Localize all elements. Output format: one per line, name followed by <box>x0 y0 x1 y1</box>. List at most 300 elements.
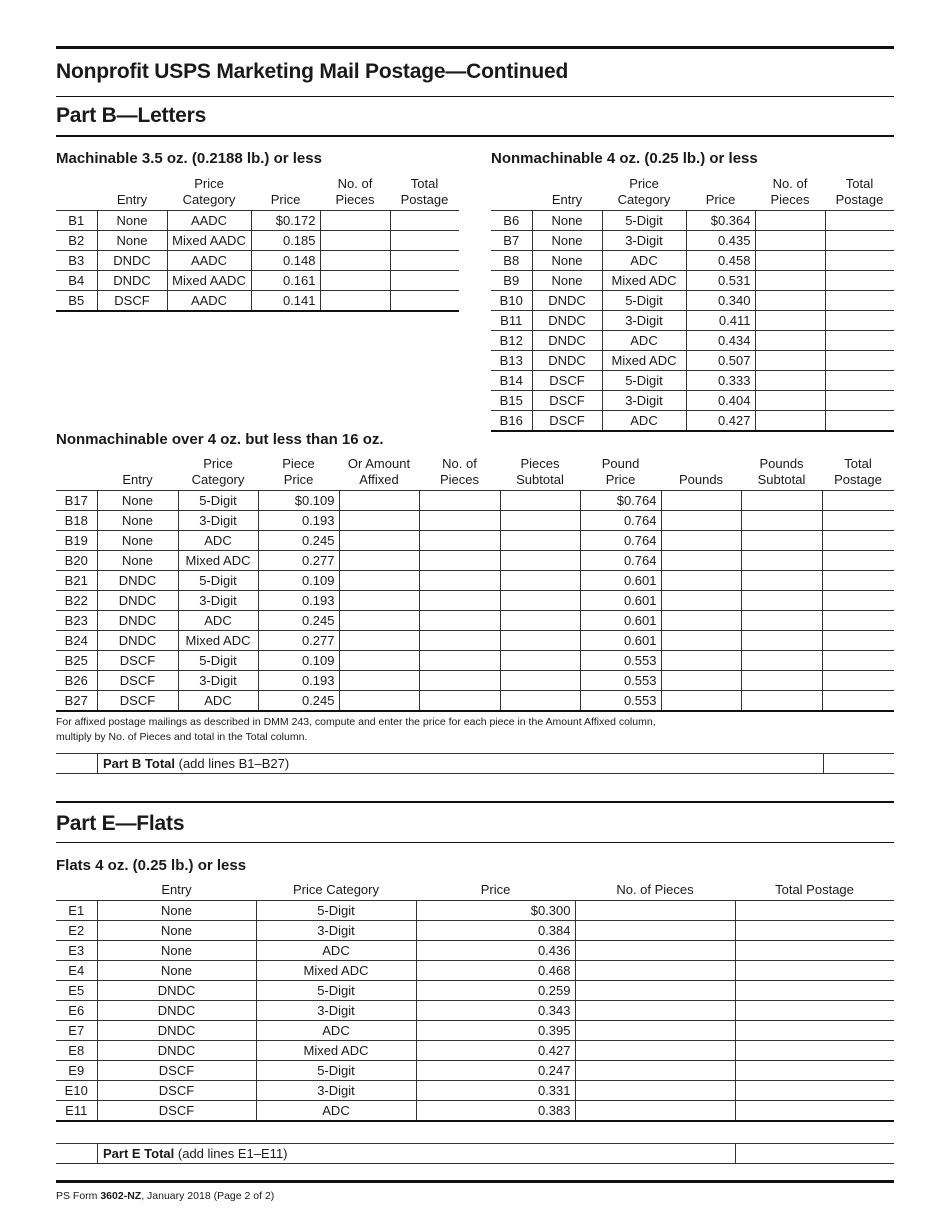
entry-cell[interactable] <box>500 491 580 511</box>
entry-cell[interactable] <box>661 691 741 712</box>
table-cell: 0.601 <box>580 591 661 611</box>
table-cell: 0.601 <box>580 631 661 651</box>
entry-cell[interactable] <box>741 611 822 631</box>
table-cell: DNDC <box>97 1001 256 1021</box>
table-cell: 0.343 <box>416 1001 575 1021</box>
line-number: B5 <box>56 291 97 312</box>
entry-cell[interactable] <box>822 491 894 511</box>
table-cell: None <box>97 491 178 511</box>
note-line: multiply by No. of Pieces and total in the Total column. <box>56 731 308 743</box>
entry-cell[interactable] <box>339 611 419 631</box>
table-cell: 3-Digit <box>256 1001 416 1021</box>
entry-cell[interactable] <box>755 371 825 391</box>
table-cell: DNDC <box>532 331 602 351</box>
entry-cell[interactable] <box>661 491 741 511</box>
footer-suffix: , January 2018 (Page 2 of 2) <box>141 1190 275 1202</box>
table-cell: 0.764 <box>580 551 661 571</box>
line-number: B18 <box>56 511 97 531</box>
table-cell: 0.507 <box>686 351 755 371</box>
entry-cell[interactable] <box>661 631 741 651</box>
entry-cell[interactable] <box>419 611 500 631</box>
affixed-postage-note <box>56 715 656 745</box>
table-cell: DSCF <box>532 391 602 411</box>
entry-cell[interactable] <box>419 571 500 591</box>
entry-cell[interactable] <box>575 961 735 981</box>
table-row <box>491 311 894 331</box>
table-cell: DNDC <box>97 1021 256 1041</box>
footer-form-number: 3602-NZ <box>100 1190 142 1202</box>
column-header <box>56 882 97 901</box>
line-number: E8 <box>56 1041 97 1061</box>
entry-cell[interactable] <box>500 631 580 651</box>
table-cell: 5-Digit <box>178 651 258 671</box>
line-number: B10 <box>491 291 532 311</box>
line-number: B9 <box>491 271 532 291</box>
table-row <box>491 331 894 351</box>
entry-cell[interactable] <box>735 941 894 961</box>
table-cell: ADC <box>602 331 686 351</box>
table-cell: 0.427 <box>686 411 755 432</box>
column-header: Total Postage <box>834 456 882 487</box>
table-cell: $0.172 <box>251 211 320 231</box>
entry-cell[interactable] <box>735 921 894 941</box>
entry-cell[interactable] <box>500 571 580 591</box>
entry-cell[interactable] <box>822 691 894 712</box>
line-number: B16 <box>491 411 532 432</box>
entry-cell[interactable] <box>390 251 459 271</box>
table-cell: None <box>97 211 167 231</box>
line-number: E7 <box>56 1021 97 1041</box>
entry-cell[interactable] <box>755 211 825 231</box>
table-cell: 0.331 <box>416 1081 575 1101</box>
entry-cell[interactable] <box>390 211 459 231</box>
entry-cell[interactable] <box>419 631 500 651</box>
entry-cell[interactable] <box>320 271 390 291</box>
table-cell: 0.411 <box>686 311 755 331</box>
entry-cell[interactable] <box>390 271 459 291</box>
entry-cell[interactable] <box>339 531 419 551</box>
table-cell: Mixed ADC <box>256 1041 416 1061</box>
column-header: Or Amount Affixed <box>347 456 411 487</box>
nonmachinable-4oz-title: Nonmachinable 4 oz. (0.25 lb.) or less <box>491 150 758 167</box>
entry-cell[interactable] <box>741 491 822 511</box>
entry-cell[interactable] <box>419 671 500 691</box>
table-cell: 5-Digit <box>602 291 686 311</box>
entry-cell[interactable] <box>755 271 825 291</box>
table-cell: None <box>532 271 602 291</box>
entry-cell[interactable] <box>735 1101 894 1122</box>
entry-cell[interactable] <box>755 411 825 432</box>
entry-cell[interactable] <box>822 591 894 611</box>
entry-cell[interactable] <box>575 1101 735 1122</box>
entry-cell[interactable] <box>419 531 500 551</box>
entry-cell[interactable] <box>735 1041 894 1061</box>
column-header: Entry <box>551 192 583 207</box>
table-cell: Mixed AADC <box>167 231 251 251</box>
entry-cell[interactable] <box>419 651 500 671</box>
table-row <box>56 1061 894 1081</box>
entry-cell[interactable] <box>575 981 735 1001</box>
table-cell: DSCF <box>97 651 178 671</box>
entry-cell[interactable] <box>755 331 825 351</box>
table-cell: $0.109 <box>258 491 339 511</box>
line-number: B2 <box>56 231 97 251</box>
column-header: No. of Pieces <box>770 176 810 207</box>
entry-cell[interactable] <box>735 1061 894 1081</box>
part-e-total-row <box>56 1143 894 1164</box>
entry-cell[interactable] <box>339 571 419 591</box>
table-row <box>56 921 894 941</box>
footer-prefix: PS Form <box>56 1190 101 1202</box>
entry-cell[interactable] <box>822 651 894 671</box>
entry-cell[interactable] <box>575 901 735 921</box>
part-e-title: Part E—Flats <box>56 812 185 835</box>
part-e-total-input[interactable] <box>735 1144 895 1163</box>
entry-cell[interactable] <box>755 251 825 271</box>
table-row <box>491 231 894 251</box>
entry-cell[interactable] <box>661 511 741 531</box>
entry-cell[interactable] <box>320 231 390 251</box>
entry-cell[interactable] <box>339 491 419 511</box>
entry-cell[interactable] <box>825 411 894 432</box>
table-cell: None <box>97 231 167 251</box>
table-row <box>491 211 894 231</box>
table-cell: DSCF <box>532 411 602 432</box>
entry-cell[interactable] <box>500 691 580 712</box>
part-b-total-bold: Part B Total <box>103 756 175 771</box>
table-cell: 0.458 <box>686 251 755 271</box>
table-cell: 0.277 <box>258 631 339 651</box>
table-row <box>56 1021 894 1041</box>
table-row <box>56 251 459 271</box>
column-header: Entry <box>161 882 192 897</box>
table-cell: AADC <box>167 251 251 271</box>
table-cell: 0.109 <box>258 651 339 671</box>
column-header: Price Category <box>617 176 671 207</box>
table-row <box>491 371 894 391</box>
table-cell: AADC <box>167 291 251 312</box>
entry-cell[interactable] <box>661 571 741 591</box>
table-cell: 0.247 <box>416 1061 575 1081</box>
entry-cell[interactable] <box>755 231 825 251</box>
line-number: B15 <box>491 391 532 411</box>
entry-cell[interactable] <box>735 1081 894 1101</box>
entry-cell[interactable] <box>419 551 500 571</box>
table-cell: DNDC <box>532 351 602 371</box>
entry-cell[interactable] <box>825 251 894 271</box>
entry-cell[interactable] <box>822 671 894 691</box>
line-number: B13 <box>491 351 532 371</box>
table-cell: Mixed ADC <box>178 631 258 651</box>
entry-cell[interactable] <box>390 231 459 251</box>
column-header: Pounds Subtotal <box>757 456 806 487</box>
table-row <box>491 271 894 291</box>
entry-cell[interactable] <box>822 551 894 571</box>
line-number: B7 <box>491 231 532 251</box>
entry-cell[interactable] <box>825 331 894 351</box>
table-cell: 0.245 <box>258 691 339 712</box>
entry-cell[interactable] <box>500 511 580 531</box>
table-row <box>56 291 459 312</box>
entry-cell[interactable] <box>735 1021 894 1041</box>
table-row <box>56 941 894 961</box>
table-cell: 0.434 <box>686 331 755 351</box>
entry-cell[interactable] <box>822 511 894 531</box>
table-row <box>491 291 894 311</box>
line-number: B12 <box>491 331 532 351</box>
entry-cell[interactable] <box>755 391 825 411</box>
table-row <box>56 591 894 611</box>
entry-cell[interactable] <box>575 941 735 961</box>
part-b-total-input[interactable] <box>823 754 895 773</box>
entry-cell[interactable] <box>825 211 894 231</box>
entry-cell[interactable] <box>320 211 390 231</box>
total-line-cell <box>56 1144 98 1163</box>
entry-cell[interactable] <box>419 591 500 611</box>
table-cell: DSCF <box>97 1081 256 1101</box>
table-cell: 3-Digit <box>178 591 258 611</box>
table-row <box>56 691 894 712</box>
entry-cell[interactable] <box>320 251 390 271</box>
nonmachinable-over-4oz-title: Nonmachinable over 4 oz. but less than 16 oz. <box>56 431 384 448</box>
entry-cell[interactable] <box>661 671 741 691</box>
column-header: Pieces Subtotal <box>516 456 564 487</box>
entry-cell[interactable] <box>339 631 419 651</box>
entry-cell[interactable] <box>741 691 822 712</box>
table-row <box>56 1001 894 1021</box>
entry-cell[interactable] <box>741 651 822 671</box>
line-number: E3 <box>56 941 97 961</box>
line-number: B17 <box>56 491 97 511</box>
entry-cell[interactable] <box>741 531 822 551</box>
line-number: B23 <box>56 611 97 631</box>
part-e-total-bold: Part E Total <box>103 1146 175 1161</box>
column-header: Price <box>270 192 301 207</box>
table-row <box>491 251 894 271</box>
rule <box>56 842 894 843</box>
table-cell: None <box>97 511 178 531</box>
entry-cell[interactable] <box>825 271 894 291</box>
table-cell: DNDC <box>532 311 602 331</box>
column-header <box>56 456 97 491</box>
line-number: B19 <box>56 531 97 551</box>
entry-cell[interactable] <box>825 291 894 311</box>
line-number: E10 <box>56 1081 97 1101</box>
entry-cell[interactable] <box>822 611 894 631</box>
table-cell: DSCF <box>97 291 167 312</box>
entry-cell[interactable] <box>500 551 580 571</box>
entry-cell[interactable] <box>741 551 822 571</box>
machinable-table <box>56 176 459 312</box>
table-cell: ADC <box>256 941 416 961</box>
column-header: Price <box>705 192 736 207</box>
table-cell: 0.245 <box>258 611 339 631</box>
entry-cell[interactable] <box>500 611 580 631</box>
table-cell: ADC <box>178 691 258 712</box>
table-cell: None <box>532 211 602 231</box>
entry-cell[interactable] <box>741 571 822 591</box>
column-header: Total Postage <box>835 176 884 207</box>
entry-cell[interactable] <box>822 631 894 651</box>
entry-cell[interactable] <box>661 591 741 611</box>
table-cell: 0.435 <box>686 231 755 251</box>
nonmachinable-over-4oz-table <box>56 456 894 712</box>
line-number: E2 <box>56 921 97 941</box>
entry-cell[interactable] <box>500 671 580 691</box>
table-cell: 3-Digit <box>256 921 416 941</box>
entry-cell[interactable] <box>755 311 825 331</box>
entry-cell[interactable] <box>741 631 822 651</box>
table-cell: DSCF <box>532 371 602 391</box>
table-cell: ADC <box>256 1101 416 1122</box>
entry-cell[interactable] <box>661 611 741 631</box>
table-row <box>56 531 894 551</box>
table-row <box>56 981 894 1001</box>
form-footer <box>56 1190 274 1202</box>
table-cell: Mixed AADC <box>167 271 251 291</box>
line-number: E6 <box>56 1001 97 1021</box>
entry-cell[interactable] <box>339 511 419 531</box>
line-number: B24 <box>56 631 97 651</box>
entry-cell[interactable] <box>575 1021 735 1041</box>
entry-cell[interactable] <box>575 1061 735 1081</box>
entry-cell[interactable] <box>575 1081 735 1101</box>
entry-cell[interactable] <box>822 571 894 591</box>
table-row <box>56 631 894 651</box>
entry-cell[interactable] <box>575 921 735 941</box>
table-cell: 0.161 <box>251 271 320 291</box>
table-cell: 0.395 <box>416 1021 575 1041</box>
column-header: Price <box>480 882 511 897</box>
table-cell: 0.148 <box>251 251 320 271</box>
table-cell: None <box>97 551 178 571</box>
table-cell: 0.245 <box>258 531 339 551</box>
entry-cell[interactable] <box>419 691 500 712</box>
entry-cell[interactable] <box>339 671 419 691</box>
entry-cell[interactable] <box>500 591 580 611</box>
entry-cell[interactable] <box>825 351 894 371</box>
entry-cell[interactable] <box>661 551 741 571</box>
entry-cell[interactable] <box>735 901 894 921</box>
table-row <box>56 511 894 531</box>
part-b-total-label <box>103 756 289 771</box>
table-cell: 0.193 <box>258 671 339 691</box>
table-cell: $0.300 <box>416 901 575 921</box>
entry-cell[interactable] <box>825 231 894 251</box>
entry-cell[interactable] <box>575 1041 735 1061</box>
table-cell: 5-Digit <box>602 211 686 231</box>
table-cell: DNDC <box>97 611 178 631</box>
entry-cell[interactable] <box>500 531 580 551</box>
entry-cell[interactable] <box>741 671 822 691</box>
entry-cell[interactable] <box>741 591 822 611</box>
column-header: Total Postage <box>775 882 854 897</box>
table-cell: 5-Digit <box>178 571 258 591</box>
entry-cell[interactable] <box>320 291 390 312</box>
line-number: B27 <box>56 691 97 712</box>
entry-cell[interactable] <box>339 691 419 712</box>
table-cell: DSCF <box>97 1061 256 1081</box>
line-number: B22 <box>56 591 97 611</box>
table-cell: DSCF <box>97 691 178 712</box>
column-header: Price Category <box>191 456 245 487</box>
entry-cell[interactable] <box>339 551 419 571</box>
entry-cell[interactable] <box>500 651 580 671</box>
line-number: B14 <box>491 371 532 391</box>
entry-cell[interactable] <box>419 491 500 511</box>
table-cell: $0.764 <box>580 491 661 511</box>
column-header: Price Category <box>293 882 379 897</box>
entry-cell[interactable] <box>822 531 894 551</box>
top-rule <box>56 46 894 49</box>
table-cell: AADC <box>167 211 251 231</box>
table-cell: 0.384 <box>416 921 575 941</box>
table-cell: 0.468 <box>416 961 575 981</box>
column-header: Entry <box>116 192 148 207</box>
table-cell: None <box>97 941 256 961</box>
entry-cell[interactable] <box>390 291 459 312</box>
table-row <box>56 231 459 251</box>
table-cell: 0.601 <box>580 571 661 591</box>
table-row <box>56 611 894 631</box>
entry-cell[interactable] <box>735 961 894 981</box>
entry-cell[interactable] <box>825 311 894 331</box>
flats-table <box>56 882 894 1122</box>
table-cell: 3-Digit <box>178 511 258 531</box>
column-header: No. of Pieces <box>616 882 694 897</box>
entry-cell[interactable] <box>755 351 825 371</box>
part-b-total-rest: (add lines B1–B27) <box>175 756 290 771</box>
entry-cell[interactable] <box>575 1001 735 1021</box>
column-header: Pound Price <box>601 456 640 487</box>
table-row <box>56 671 894 691</box>
table-cell: 0.764 <box>580 531 661 551</box>
entry-cell[interactable] <box>661 651 741 671</box>
table-cell: 0.185 <box>251 231 320 251</box>
table-row <box>491 351 894 371</box>
line-number: E11 <box>56 1101 97 1122</box>
entry-cell[interactable] <box>735 981 894 1001</box>
table-row <box>56 551 894 571</box>
table-cell: 3-Digit <box>602 231 686 251</box>
table-cell: ADC <box>602 411 686 432</box>
entry-cell[interactable] <box>741 511 822 531</box>
table-cell: 5-Digit <box>256 1061 416 1081</box>
line-number: B8 <box>491 251 532 271</box>
table-cell: Mixed ADC <box>602 351 686 371</box>
entry-cell[interactable] <box>661 531 741 551</box>
line-number: B20 <box>56 551 97 571</box>
table-cell: DNDC <box>97 591 178 611</box>
entry-cell[interactable] <box>419 511 500 531</box>
entry-cell[interactable] <box>825 371 894 391</box>
entry-cell[interactable] <box>339 651 419 671</box>
line-number: B26 <box>56 671 97 691</box>
table-cell: 0.193 <box>258 511 339 531</box>
entry-cell[interactable] <box>755 291 825 311</box>
column-header: Price Category <box>182 176 236 207</box>
table-cell: 0.553 <box>580 691 661 712</box>
table-row <box>56 1101 894 1122</box>
entry-cell[interactable] <box>825 391 894 411</box>
table-cell: None <box>532 231 602 251</box>
entry-cell[interactable] <box>735 1001 894 1021</box>
note-line: For affixed postage mailings as described in DMM 243, compute and enter the price for each piece in the Amount Affixed column, <box>56 716 656 728</box>
entry-cell[interactable] <box>339 591 419 611</box>
table-cell: 0.141 <box>251 291 320 312</box>
table-cell: ADC <box>178 531 258 551</box>
rule <box>56 135 894 137</box>
